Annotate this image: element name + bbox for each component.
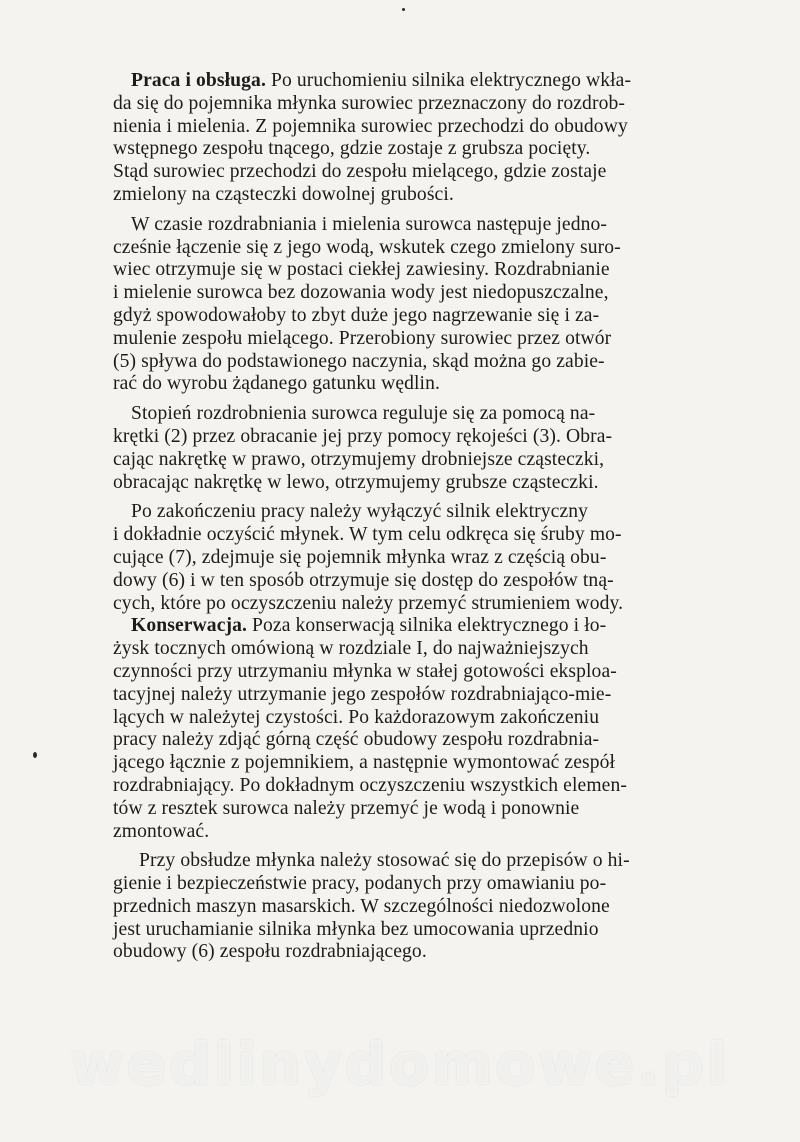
text-line: rać do wyrobu żądanego gatunku wędlin. <box>113 373 440 395</box>
section-heading-praca: Praca i obsługa. <box>131 70 266 91</box>
paragraph-zakonczenie-pracy <box>113 501 753 615</box>
text-line: cych, które po oczyszczeniu należy przemyć strumieniem wody. <box>113 592 624 614</box>
text-line: przednich maszyn masarskich. W szczególności niedozwolone <box>113 895 610 917</box>
text-line: Przy obsłudze młynka należy stosować się do przepisów o hi- <box>139 850 630 872</box>
text-line: Po zakończeniu pracy należy wyłączyć silnik elektryczny <box>131 501 589 523</box>
text-line: obracając nakrętkę w lewo, otrzymujemy grubsze cząsteczki. <box>113 471 599 493</box>
paragraph-stopien-rozdrobnienia <box>113 403 753 494</box>
text-line: i dokładnie oczyścić młynek. W tym celu odkręca się śruby mo- <box>113 524 622 546</box>
text-line: żysk tocznych omówioną w rozdziale I, do najważniejszych <box>113 638 589 660</box>
text-line: da się do pojemnika młynka surowiec przeznaczony do rozdrob- <box>113 92 625 114</box>
text-line: dowy (6) i w ten sposób otrzymuje się dostęp do zespołów tną- <box>113 569 614 591</box>
text-line: tów z resztek surowca należy przemyć je wodą i ponownie <box>113 797 580 819</box>
text-line: Konserwacja. Poza konserwacją silnika elektrycznego i ło- <box>131 615 607 637</box>
text-line: obudowy (6) zespołu rozdrabniającego. <box>113 941 427 963</box>
text-line: zmielony na cząsteczki dowolnej grubości. <box>113 183 454 205</box>
body-text <box>113 70 753 964</box>
text-line: zmontować. <box>113 820 210 842</box>
text-line: rozdrabniający. Po dokładnym oczyszczeniu wszystkich elemen- <box>113 774 627 796</box>
text-line: nienia i mielenia. Z pojemnika surowiec przechodzi do obudowy <box>113 115 628 137</box>
ink-speck <box>402 8 405 11</box>
text-line: tacyjnej należy utrzymanie jego zespołów rozdrabniająco-mie- <box>113 683 612 705</box>
ink-speck <box>33 752 37 758</box>
text-line: (5) spływa do podstawionego naczynia, skąd można go zabie- <box>113 350 605 372</box>
paragraph-konserwacja <box>113 615 753 843</box>
text-line: i mielenie surowca bez dozowania wody jest niedopuszczalne, <box>113 282 609 304</box>
text-line: czynności przy utrzymaniu młynka w stałej gotowości eksploa- <box>113 660 617 682</box>
text-line: W czasie rozdrabniania i mielenia surowca następuje jedno- <box>131 213 608 235</box>
section-heading-konserwacja: Konserwacja. <box>131 615 248 637</box>
text-line: krętki (2) przez obracanie jej przy pomocy rękojeści (3). Obra- <box>113 425 613 447</box>
text-line: gienie i bezpieczeństwie pracy, podanych przy omawianiu po- <box>113 873 607 895</box>
text-line: jącego łącznie z pojemnikiem, a następnie wymontować zespół <box>113 752 616 774</box>
paragraph-rozdrabnianie <box>113 214 753 396</box>
paragraph-praca-i-obsluga <box>113 70 753 207</box>
text-line: jest uruchamianie silnika młynka bez umocowania uprzednio <box>113 918 599 940</box>
text-line: Stopień rozdrobnienia surowca reguluje się za pomocą na- <box>131 403 596 425</box>
paragraph-przepisy-higieny <box>113 850 753 964</box>
site-watermark: wedlinydomowe.pl <box>70 1030 730 1098</box>
text-line: mulenie zespołu mielącego. Przerobiony surowiec przez otwór <box>113 327 612 349</box>
text-line: cając nakrętkę w prawo, otrzymujemy drobniejsze cząsteczki, <box>113 448 605 470</box>
text-line: pracy należy zdjąć górną część obudowy zespołu rozdrabnia- <box>113 729 600 751</box>
text-line: wstępnego zespołu tnącego, gdzie zostaje z grubsza pocięty. <box>113 138 591 160</box>
text-line: Praca i obsługa. Po uruchomieniu silnika elektrycznego wkła- <box>131 70 632 91</box>
text-line: cześnie łączenie się z jego wodą, wskutek czego zmielony suro- <box>113 236 621 258</box>
text-line: gdyż spowodowałoby to zbyt duże jego nagrzewanie się i za- <box>113 304 600 326</box>
text-line: Stąd surowiec przechodzi do zespołu mielącego, gdzie zostaje <box>113 161 607 183</box>
text-line: wiec otrzymuje się w postaci ciekłej zawiesiny. Rozdrabnianie <box>113 259 610 281</box>
text-line: cujące (7), zdejmuje się pojemnik młynka wraz z częścią obu- <box>113 546 607 568</box>
text-line: lących w należytej czystości. Po każdorazowym zakończeniu <box>113 706 600 728</box>
